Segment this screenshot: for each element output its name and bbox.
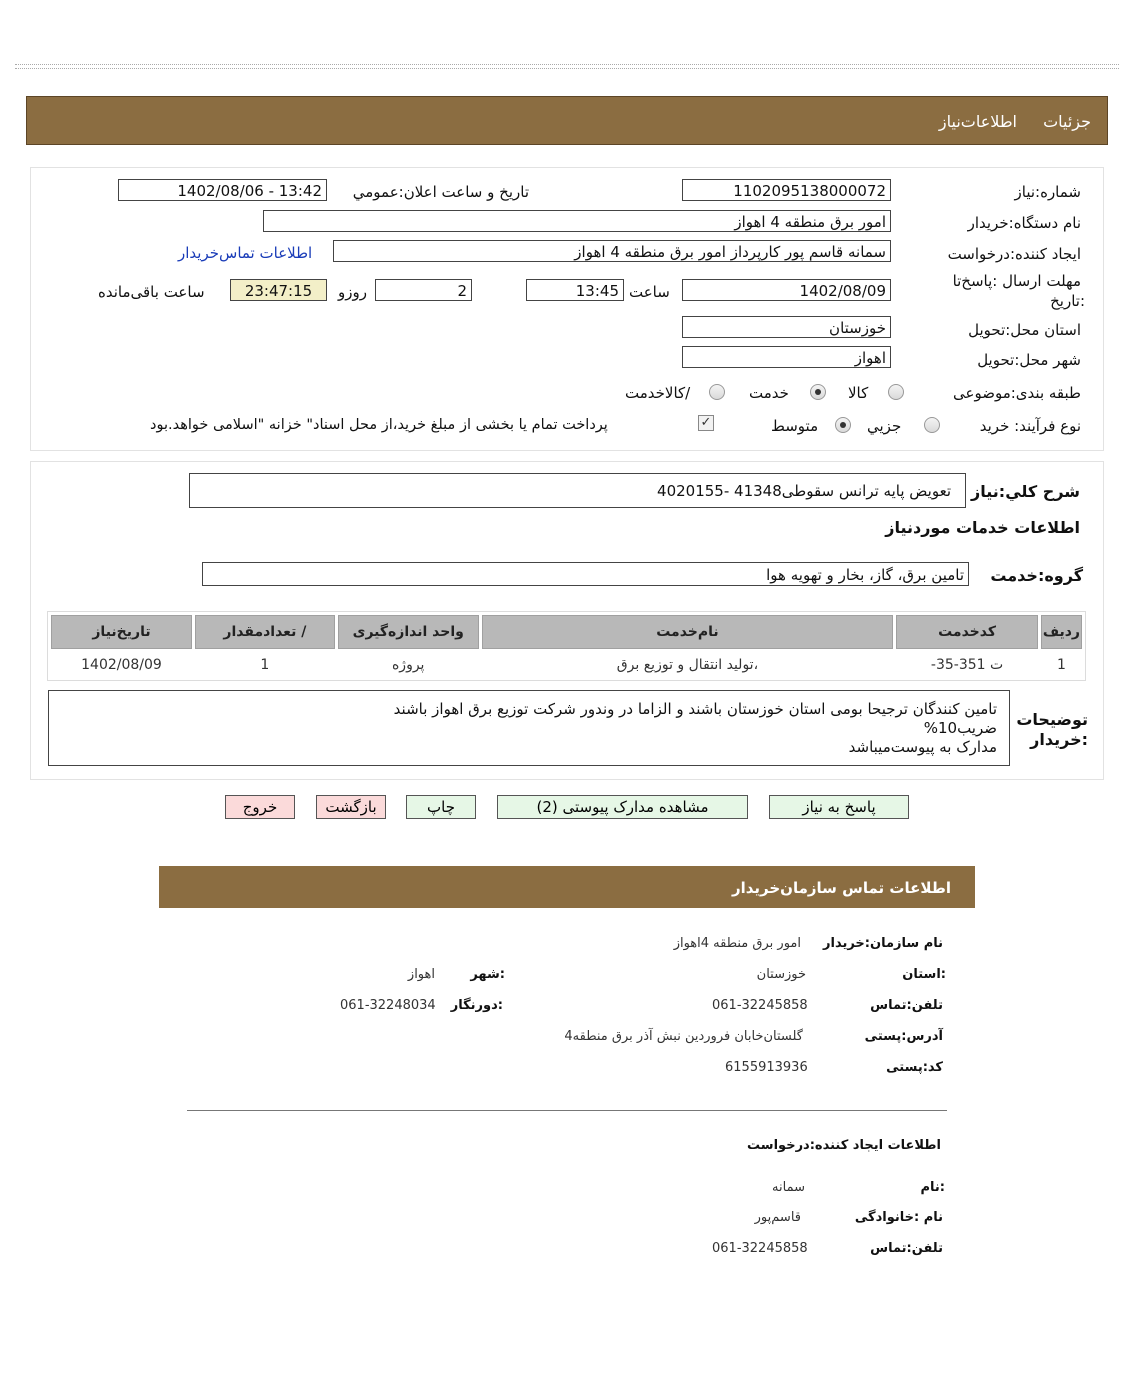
- delivery-city-label: شهر محل:تحویل: [977, 351, 1081, 369]
- col-quantity: / تعدادمقدار: [195, 615, 335, 649]
- need-number-label: شماره‌:نیاز: [1014, 183, 1081, 201]
- creator-info-title: اطلاعات ایجاد کننده:درخواست: [747, 1138, 941, 1153]
- creator-family-label: نام :خانوادگی: [854, 1210, 943, 1225]
- general-description-field: تعویض پایه ترانس سقوطی41348 -4020155: [189, 473, 966, 508]
- creator-family-value: قاسم‌پور: [754, 1210, 801, 1225]
- category-goods-service-label: /کالاخدمت: [625, 384, 691, 402]
- days-field: 2: [375, 279, 472, 301]
- category-service-radio[interactable]: [810, 384, 826, 400]
- cell-quantity: 1: [260, 657, 270, 673]
- creator-label: ایجاد کننده:درخواست: [947, 245, 1081, 263]
- category-goods-radio[interactable]: [888, 384, 904, 400]
- contact-postal-label: کد:پستی: [886, 1060, 943, 1075]
- creator-field: سمانه قاسم پور کارپرداز امور برق منطقه 4 اهواز: [333, 240, 891, 262]
- treasury-payment-checkbox[interactable]: ✓: [698, 415, 714, 431]
- deadline-time-field: 13:45: [526, 279, 624, 301]
- process-partial-label: جزیي: [867, 417, 902, 435]
- announce-date-field: 1402/08/06 - 13:42: [118, 179, 327, 201]
- col-service-name: نام‌خدمت: [482, 615, 894, 649]
- buyer-field: امور برق منطقه 4 اهواز: [263, 210, 891, 232]
- remaining-label: ساعت باقی‌مانده: [98, 283, 205, 301]
- col-service-code: کدخدمت: [896, 615, 1038, 649]
- delivery-province-field: خوزستان: [682, 316, 891, 338]
- contact-divider: [187, 1110, 947, 1111]
- cell-service-name: ،تولید انتقال و توزیع برق: [616, 657, 759, 673]
- items-table: [48, 612, 1085, 681]
- items-table-wrapper: [47, 611, 1086, 681]
- hour-label: ساعت: [629, 283, 670, 301]
- creator-phone-value: 061-32245858: [712, 1241, 808, 1256]
- page-header: [26, 96, 1108, 145]
- process-medium-radio[interactable]: [835, 417, 851, 433]
- contact-phone-value: 061-32245858: [712, 998, 808, 1013]
- contact-fax-value: 061-32248034: [340, 998, 436, 1013]
- treasury-payment-note: پرداخت تمام یا بخشی از مبلغ خرید،از محل اسناد" خزانه "اسلامی خواهد.بود: [150, 417, 608, 433]
- cell-unit: پروژه: [391, 657, 425, 673]
- day-and-label: روزو: [338, 283, 367, 301]
- deadline-date-field: 1402/08/09: [682, 279, 891, 301]
- contact-postal-value: 6155913936: [725, 1060, 808, 1075]
- creator-name-label: :نام: [920, 1180, 945, 1195]
- contact-city-value: اهواز: [407, 967, 435, 982]
- reply-to-need-button[interactable]: پاسخ به نیاز: [769, 795, 909, 819]
- process-medium-label: متوسط: [771, 417, 819, 435]
- category-goods-service-radio[interactable]: [709, 384, 725, 400]
- contact-address-label: آدرس:پستی: [864, 1029, 943, 1044]
- view-attachments-button[interactable]: مشاهده مدارک پیوستی (2): [497, 795, 748, 819]
- remaining-time-field: 23:47:15: [230, 279, 327, 301]
- deadline-label-date: :تاریخ: [1050, 292, 1085, 310]
- col-unit: واحد اندازه‌گیری: [338, 615, 479, 649]
- cell-row-number: 1: [1056, 657, 1066, 673]
- buyer-contact-header: [159, 866, 975, 908]
- tab-need-info[interactable]: اطلاعات‌نیاز: [938, 112, 1017, 131]
- org-name-label: نام سازمان:خریدار: [823, 936, 943, 951]
- buyer-notes-box: [48, 690, 1010, 766]
- col-row-number: ردیف: [1041, 615, 1082, 649]
- contact-address-value: گلستان‌خابان فروردین نبش آذر برق منطقه4: [564, 1029, 803, 1044]
- contact-phone-label: تلفن:تماس: [870, 998, 943, 1013]
- table-row: [51, 652, 1082, 678]
- service-group-field: تامین برق، گاز، بخار و تهویه هوا: [202, 562, 969, 586]
- delivery-city-field: اهواز: [682, 346, 891, 368]
- exit-button[interactable]: خروج: [225, 795, 295, 819]
- cell-need-date: 1402/08/09: [81, 657, 162, 673]
- contact-fax-label: :دورنگار: [450, 998, 503, 1013]
- cell-service-code: ت 351-35-: [930, 657, 1004, 673]
- buyer-contact-title: اطلاعات تماس سازمان‌خریدار: [731, 879, 951, 897]
- deadline-label: مهلت ارسال :پاسخ‌تا: [952, 272, 1081, 290]
- contact-city-label: :شهر: [470, 967, 505, 982]
- table-header-row: [51, 615, 1082, 649]
- buyer-label: نام دستگاه:خریدار: [967, 214, 1081, 232]
- general-description-label: شرح کلي:نیاز: [971, 482, 1080, 501]
- top-divider: [15, 64, 1119, 69]
- buyer-notes-line-1: تامین کنندگان ترجیحا بومی استان خوزستان باشند و الزاما در وندور شرکت توزیع برق اهواز باشند: [393, 700, 997, 718]
- col-need-date: تاریخ‌نیاز: [51, 615, 192, 649]
- category-label: طبقه بندی:موضوعی: [953, 384, 1081, 402]
- creator-phone-label: تلفن:تماس: [870, 1241, 943, 1256]
- buyer-notes-label-2: :خریدار: [1030, 730, 1088, 749]
- buyer-notes-label: توضیحات: [1016, 710, 1088, 729]
- need-number-field: 1102095138000072: [682, 179, 891, 201]
- process-partial-radio[interactable]: [924, 417, 940, 433]
- category-goods-label: کالا: [848, 384, 869, 402]
- back-button[interactable]: بازگشت: [316, 795, 386, 819]
- category-service-label: خدمت: [749, 384, 789, 402]
- tab-details[interactable]: جزئیات: [1043, 112, 1091, 131]
- creator-name-value: سمانه: [772, 1180, 805, 1195]
- buyer-notes-line-2: ضریب10%: [923, 719, 997, 737]
- services-section-title: اطلاعات خدمات موردنیاز: [885, 518, 1080, 537]
- service-group-label: گروه:خدمت: [990, 566, 1083, 585]
- delivery-province-label: استان محل:تحویل: [968, 321, 1081, 339]
- contact-province-value: خوزستان: [756, 967, 806, 982]
- buyer-notes-line-3: مدارک به پیوست‌میباشد: [848, 738, 997, 756]
- org-name-value: امور برق منطقه 4اهواز: [673, 936, 801, 951]
- contact-province-label: :استان: [902, 967, 946, 982]
- buyer-contact-link[interactable]: اطلاعات تماس‌خریدار: [178, 244, 313, 262]
- process-type-label: نوع فرآیند: خرید: [979, 417, 1081, 435]
- print-button[interactable]: چاپ: [406, 795, 476, 819]
- announce-date-label: تاریخ و ساعت اعلان:عمومي: [352, 183, 529, 201]
